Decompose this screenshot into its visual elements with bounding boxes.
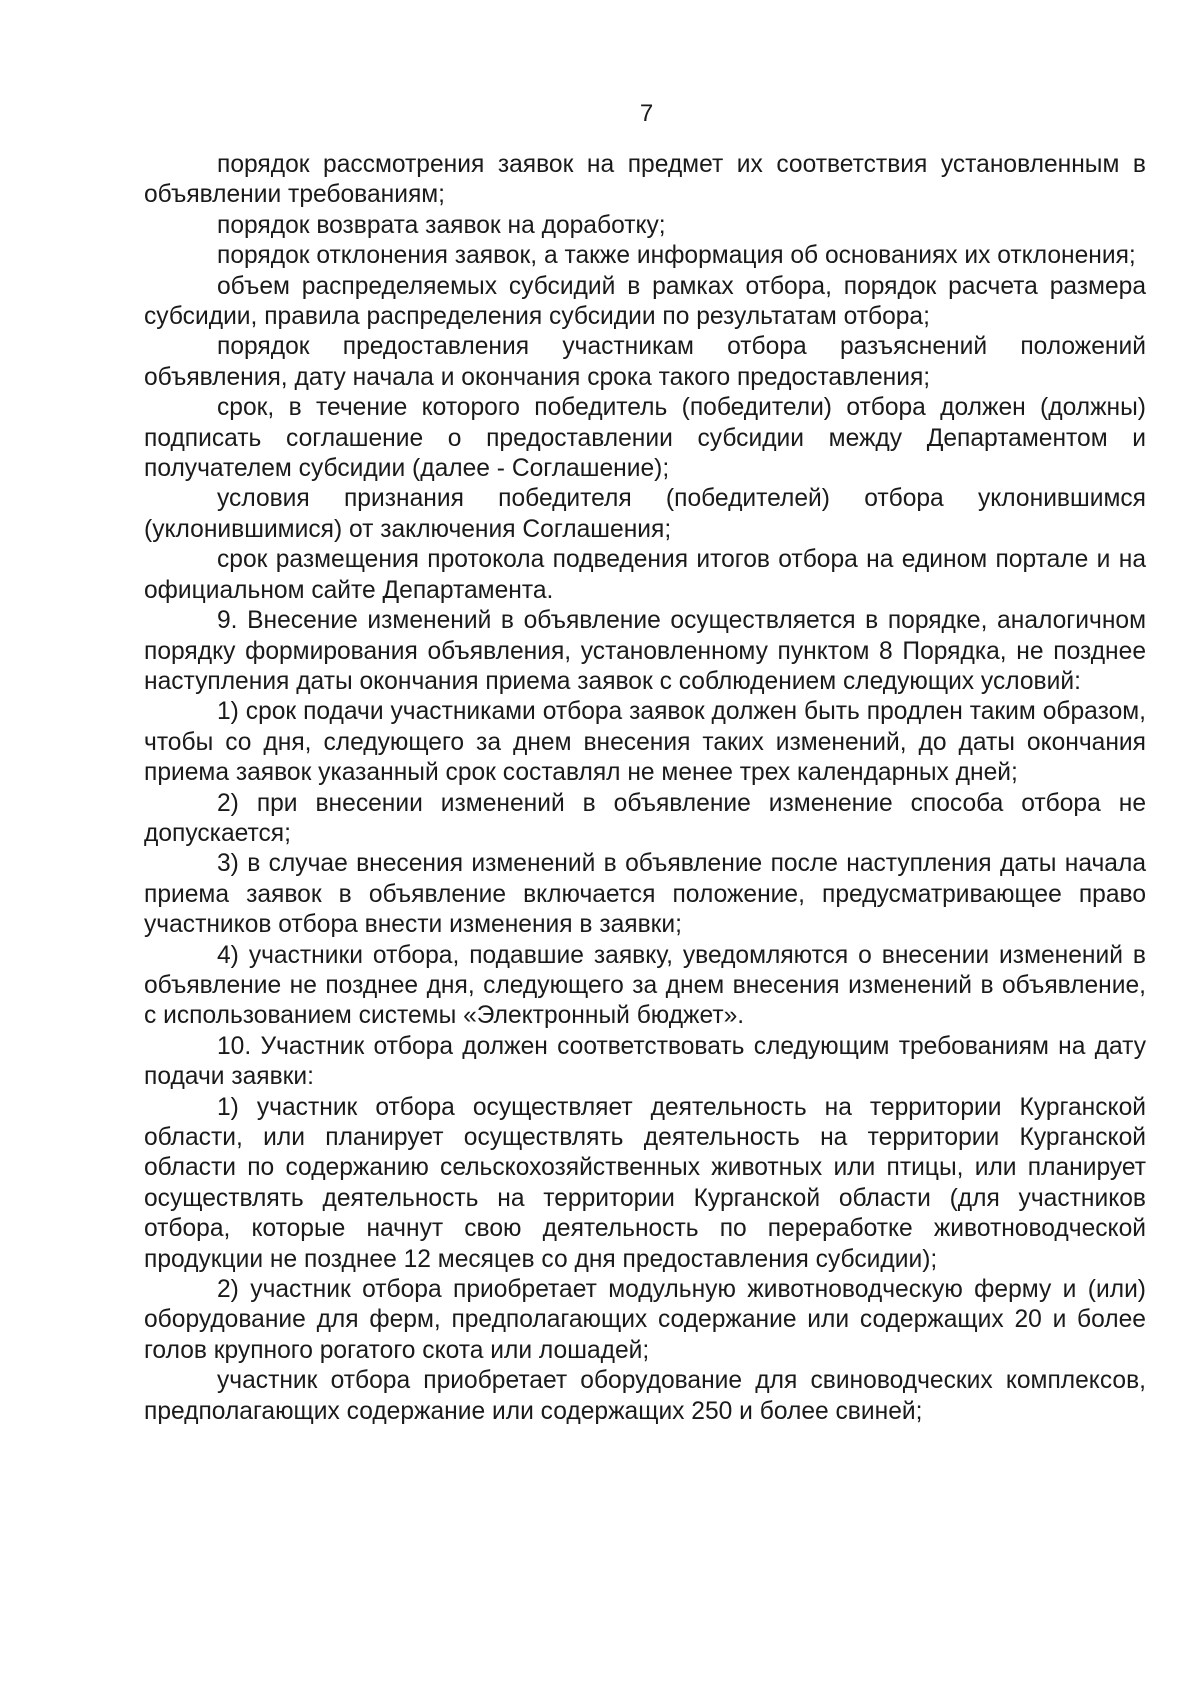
clause-9-item-3: 3) в случае внесения изменений в объявление после наступления даты начала приема заявок в объявление включается положение, предусматривающее право участников отбора внести изменения в заявки;	[144, 850, 1146, 939]
clause-9-item-4: 4) участники отбора, подавшие заявку, уведомляются о внесении изменений в объявление не позднее дня, следующего за днем внесения изменений в объявление, с использованием системы «Электронный бюджет».	[144, 941, 1146, 1030]
paragraph: порядок предоставления участникам отбора разъяснений положений объявления, дату начала и окончания срока такого предоставления;	[144, 333, 1146, 391]
document-body	[144, 150, 1146, 1427]
clause-9-item-1: 1) срок подачи участниками отбора заявок должен быть продлен таким образом, чтобы со дня, следующего за днем внесения таких изменений, до даты окончания приема заявок указанный срок составлял не менее трех календарных дней;	[144, 698, 1146, 787]
page-number: 7	[639, 100, 654, 127]
clause-10-item-1: 1) участник отбора осуществляет деятельность на территории Курганской области, или планирует осуществлять деятельность на территории Курганской области по содержанию сельскохозяйственных животных или птицы, или планирует осуществлять деятельность на территории Курганской области (для участников отбора, которые начнут свою деятельность по переработке животноводческой продукции не позднее 12 месяцев со дня предоставления субсидии);	[144, 1093, 1146, 1273]
paragraph: срок, в течение которого победитель (победители) отбора должен (должны) подписать соглашение о предоставлении субсидии между Департаментом и получателем субсидии (далее - Соглашение);	[144, 394, 1146, 483]
clause-10-item-2: 2) участник отбора приобретает модульную животноводческую ферму и (или) оборудование для ферм, предполагающих содержание или содержащих 20 и более голов крупного рогатого скота или лошадей;	[144, 1276, 1146, 1364]
paragraph: порядок рассмотрения заявок на предмет их соответствия установленным в объявлении требованиям;	[144, 151, 1146, 209]
paragraph: порядок возврата заявок на доработку;	[217, 211, 666, 239]
paragraph: порядок отклонения заявок, а также информация об основаниях их отклонения;	[217, 242, 1136, 270]
paragraph: объем распределяемых субсидий в рамках отбора, порядок расчета размера субсидии, правила распределения субсидии по результатам отбора;	[144, 272, 1146, 331]
clause-9-item-2: 2) при внесении изменений в объявление изменение способа отбора не допускается;	[144, 789, 1146, 847]
clause-10: 10. Участник отбора должен соответствовать следующим требованиям на дату подачи заявки:	[144, 1032, 1146, 1091]
paragraph: условия признания победителя (победителей) отбора уклонившимся (уклонившимися) от заключения Соглашения;	[144, 485, 1146, 543]
paragraph: срок размещения протокола подведения итогов отбора на едином портале и на официальном сайте Департамента.	[144, 546, 1146, 604]
clause-9: 9. Внесение изменений в объявление осуществляется в порядке, аналогичном порядку формирования объявления, установленному пунктом 8 Порядка, не позднее наступления даты окончания приема заявок с соблюдением следующих условий:	[144, 607, 1146, 695]
paragraph: участник отбора приобретает оборудование для свиноводческих комплексов, предполагающих содержание или содержащих 250 и более свиней;	[144, 1367, 1146, 1425]
